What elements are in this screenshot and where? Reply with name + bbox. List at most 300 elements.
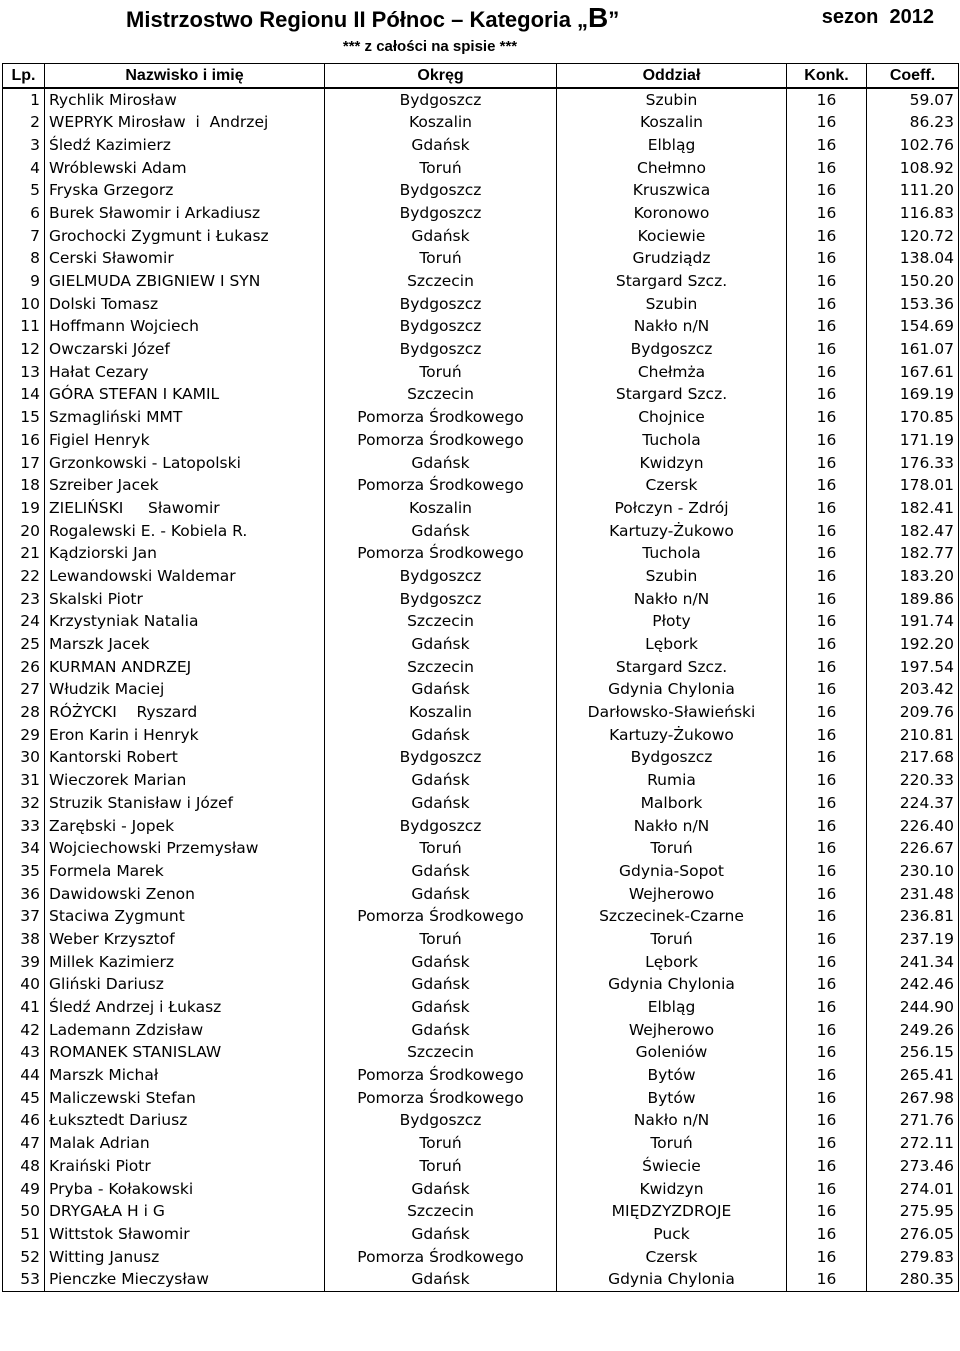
table-row xyxy=(3,88,959,112)
cell-oddzial: Kwidzyn xyxy=(557,452,787,475)
cell-name: Rogalewski E. - Kobiela R. xyxy=(45,520,325,543)
cell-oddzial: Toruń xyxy=(557,1132,787,1155)
cell-konk: 16 xyxy=(787,1200,867,1223)
cell-konk: 16 xyxy=(787,837,867,860)
cell-coeff: 231.48 xyxy=(867,883,959,906)
results-table xyxy=(2,63,959,1292)
cell-coeff: 237.19 xyxy=(867,928,959,951)
cell-lp: 49 xyxy=(3,1178,45,1201)
table-row xyxy=(3,429,959,452)
cell-konk: 16 xyxy=(787,860,867,883)
cell-lp: 3 xyxy=(3,134,45,157)
cell-lp: 23 xyxy=(3,588,45,611)
cell-lp: 31 xyxy=(3,769,45,792)
table-row xyxy=(3,384,959,407)
cell-oddzial: Czersk xyxy=(557,474,787,497)
cell-lp: 7 xyxy=(3,225,45,248)
cell-konk: 16 xyxy=(787,248,867,271)
cell-coeff: 249.26 xyxy=(867,1019,959,1042)
cell-oddzial: Darłowsko-Sławieński xyxy=(557,701,787,724)
cell-konk: 16 xyxy=(787,679,867,702)
cell-name: Marszk Michał xyxy=(45,1064,325,1087)
cell-konk: 16 xyxy=(787,497,867,520)
cell-oddzial: Kruszwica xyxy=(557,179,787,202)
table-row xyxy=(3,1019,959,1042)
cell-coeff: 153.36 xyxy=(867,293,959,316)
cell-lp: 10 xyxy=(3,293,45,316)
cell-coeff: 273.46 xyxy=(867,1155,959,1178)
cell-lp: 12 xyxy=(3,338,45,361)
cell-name: Hoffmann Wojciech xyxy=(45,316,325,339)
cell-lp: 46 xyxy=(3,1110,45,1133)
cell-lp: 26 xyxy=(3,656,45,679)
cell-coeff: 170.85 xyxy=(867,406,959,429)
cell-oddzial: Kartuzy-Żukowo xyxy=(557,520,787,543)
cell-name: Staciwa Zygmunt xyxy=(45,905,325,928)
cell-coeff: 274.01 xyxy=(867,1178,959,1201)
cell-okreg: Gdańsk xyxy=(325,134,557,157)
cell-oddzial: Wejherowo xyxy=(557,1019,787,1042)
cell-oddzial: Gdynia Chylonia xyxy=(557,974,787,997)
column-header-lp: Lp. xyxy=(3,64,45,88)
cell-okreg: Toruń xyxy=(325,837,557,860)
cell-oddzial: Połczyn - Zdrój xyxy=(557,497,787,520)
cell-lp: 18 xyxy=(3,474,45,497)
cell-oddzial: Nakło n/N xyxy=(557,316,787,339)
table-row xyxy=(3,928,959,951)
cell-okreg: Bydgoszcz xyxy=(325,293,557,316)
table-row xyxy=(3,248,959,271)
cell-lp: 24 xyxy=(3,611,45,634)
cell-name: Fryska Grzegorz xyxy=(45,179,325,202)
cell-oddzial: Stargard Szcz. xyxy=(557,270,787,293)
cell-name: Pienczke Mieczysław xyxy=(45,1268,325,1291)
cell-oddzial: Kociewie xyxy=(557,225,787,248)
cell-lp: 34 xyxy=(3,837,45,860)
cell-oddzial: Stargard Szcz. xyxy=(557,384,787,407)
cell-oddzial: Świecie xyxy=(557,1155,787,1178)
cell-oddzial: MIĘDZYZDROJE xyxy=(557,1200,787,1223)
cell-konk: 16 xyxy=(787,928,867,951)
cell-konk: 16 xyxy=(787,384,867,407)
cell-oddzial: Elbląg xyxy=(557,996,787,1019)
table-row xyxy=(3,951,959,974)
cell-oddzial: Szczecinek-Czarne xyxy=(557,905,787,928)
cell-name: Grochocki Zygmunt i Łukasz xyxy=(45,225,325,248)
cell-coeff: 224.37 xyxy=(867,792,959,815)
cell-coeff: 154.69 xyxy=(867,316,959,339)
table-row xyxy=(3,225,959,248)
cell-oddzial: Gdynia Chylonia xyxy=(557,1268,787,1291)
cell-name: Cerski Sławomir xyxy=(45,248,325,271)
cell-name: Szreiber Jacek xyxy=(45,474,325,497)
cell-okreg: Pomorza Środkowego xyxy=(325,1087,557,1110)
cell-konk: 16 xyxy=(787,1132,867,1155)
cell-konk: 16 xyxy=(787,792,867,815)
cell-coeff: 209.76 xyxy=(867,701,959,724)
cell-oddzial: Elbląg xyxy=(557,134,787,157)
cell-lp: 4 xyxy=(3,157,45,180)
cell-lp: 13 xyxy=(3,361,45,384)
cell-konk: 16 xyxy=(787,1042,867,1065)
table-row xyxy=(3,565,959,588)
cell-lp: 47 xyxy=(3,1132,45,1155)
cell-oddzial: Nakło n/N xyxy=(557,815,787,838)
table-row xyxy=(3,452,959,475)
cell-lp: 52 xyxy=(3,1246,45,1269)
column-header-name: Nazwisko i imię xyxy=(45,64,325,88)
cell-coeff: 189.86 xyxy=(867,588,959,611)
cell-lp: 5 xyxy=(3,179,45,202)
cell-konk: 16 xyxy=(787,905,867,928)
cell-lp: 30 xyxy=(3,747,45,770)
cell-lp: 29 xyxy=(3,724,45,747)
cell-oddzial: Nakło n/N xyxy=(557,1110,787,1133)
cell-lp: 32 xyxy=(3,792,45,815)
cell-lp: 19 xyxy=(3,497,45,520)
cell-name: Dawidowski Zenon xyxy=(45,883,325,906)
cell-konk: 16 xyxy=(787,270,867,293)
cell-coeff: 265.41 xyxy=(867,1064,959,1087)
table-row xyxy=(3,202,959,225)
cell-okreg: Gdańsk xyxy=(325,679,557,702)
cell-coeff: 108.92 xyxy=(867,157,959,180)
cell-name: Pryba - Kołakowski xyxy=(45,1178,325,1201)
cell-oddzial: Gdynia-Sopot xyxy=(557,860,787,883)
table-row xyxy=(3,111,959,134)
cell-okreg: Gdańsk xyxy=(325,452,557,475)
cell-okreg: Bydgoszcz xyxy=(325,202,557,225)
cell-name: Kądziorski Jan xyxy=(45,542,325,565)
cell-coeff: 120.72 xyxy=(867,225,959,248)
table-row xyxy=(3,1110,959,1133)
cell-lp: 9 xyxy=(3,270,45,293)
cell-name: Burek Sławomir i Arkadiusz xyxy=(45,202,325,225)
table-row xyxy=(3,860,959,883)
cell-coeff: 182.77 xyxy=(867,542,959,565)
cell-okreg: Bydgoszcz xyxy=(325,815,557,838)
cell-coeff: 178.01 xyxy=(867,474,959,497)
cell-konk: 16 xyxy=(787,724,867,747)
cell-okreg: Gdańsk xyxy=(325,1019,557,1042)
cell-name: Eron Karin i Henryk xyxy=(45,724,325,747)
cell-konk: 16 xyxy=(787,1223,867,1246)
cell-okreg: Gdańsk xyxy=(325,883,557,906)
cell-oddzial: Chełmno xyxy=(557,157,787,180)
table-row xyxy=(3,588,959,611)
cell-oddzial: Toruń xyxy=(557,837,787,860)
cell-okreg: Szczecin xyxy=(325,611,557,634)
table-row xyxy=(3,1223,959,1246)
cell-konk: 16 xyxy=(787,111,867,134)
cell-lp: 1 xyxy=(3,88,45,112)
table-row xyxy=(3,905,959,928)
cell-coeff: 161.07 xyxy=(867,338,959,361)
cell-okreg: Gdańsk xyxy=(325,1178,557,1201)
cell-oddzial: Płoty xyxy=(557,611,787,634)
cell-coeff: 226.40 xyxy=(867,815,959,838)
cell-lp: 20 xyxy=(3,520,45,543)
cell-lp: 44 xyxy=(3,1064,45,1087)
column-header-oddzial: Oddział xyxy=(557,64,787,88)
table-row xyxy=(3,157,959,180)
cell-konk: 16 xyxy=(787,202,867,225)
cell-name: Wróblewski Adam xyxy=(45,157,325,180)
cell-konk: 16 xyxy=(787,1178,867,1201)
cell-okreg: Gdańsk xyxy=(325,974,557,997)
cell-okreg: Bydgoszcz xyxy=(325,588,557,611)
cell-konk: 16 xyxy=(787,520,867,543)
cell-name: Wojciechowski Przemysław xyxy=(45,837,325,860)
cell-lp: 36 xyxy=(3,883,45,906)
cell-name: Malak Adrian xyxy=(45,1132,325,1155)
cell-name: Struzik Stanisław i Józef xyxy=(45,792,325,815)
title-close-quote: ” xyxy=(608,7,620,32)
table-row xyxy=(3,134,959,157)
cell-okreg: Gdańsk xyxy=(325,769,557,792)
table-row xyxy=(3,361,959,384)
cell-oddzial: Koszalin xyxy=(557,111,787,134)
cell-okreg: Bydgoszcz xyxy=(325,747,557,770)
table-row xyxy=(3,1200,959,1223)
cell-konk: 16 xyxy=(787,316,867,339)
cell-lp: 48 xyxy=(3,1155,45,1178)
cell-oddzial: Czersk xyxy=(557,1246,787,1269)
title-text: Mistrzostwo Regionu II Północ – Kategoria „ xyxy=(126,7,589,32)
cell-lp: 40 xyxy=(3,974,45,997)
cell-lp: 27 xyxy=(3,679,45,702)
table-row xyxy=(3,792,959,815)
cell-konk: 16 xyxy=(787,611,867,634)
cell-coeff: 230.10 xyxy=(867,860,959,883)
cell-lp: 50 xyxy=(3,1200,45,1223)
table-row xyxy=(3,611,959,634)
cell-coeff: 138.04 xyxy=(867,248,959,271)
cell-coeff: 86.23 xyxy=(867,111,959,134)
cell-coeff: 280.35 xyxy=(867,1268,959,1291)
cell-coeff: 171.19 xyxy=(867,429,959,452)
cell-name: Łuksztedt Dariusz xyxy=(45,1110,325,1133)
cell-name: Millek Kazimierz xyxy=(45,951,325,974)
cell-coeff: 192.20 xyxy=(867,633,959,656)
cell-name: GIELMUDA ZBIGNIEW I SYN xyxy=(45,270,325,293)
cell-lp: 21 xyxy=(3,542,45,565)
cell-name: Śledź Andrzej i Łukasz xyxy=(45,996,325,1019)
cell-okreg: Toruń xyxy=(325,1155,557,1178)
table-row xyxy=(3,1268,959,1291)
table-row xyxy=(3,1246,959,1269)
cell-name: Włudzik Maciej xyxy=(45,679,325,702)
cell-konk: 16 xyxy=(787,996,867,1019)
table-row xyxy=(3,1064,959,1087)
cell-konk: 16 xyxy=(787,361,867,384)
cell-oddzial: Stargard Szcz. xyxy=(557,656,787,679)
cell-lp: 16 xyxy=(3,429,45,452)
cell-okreg: Koszalin xyxy=(325,701,557,724)
cell-oddzial: Bytów xyxy=(557,1087,787,1110)
cell-konk: 16 xyxy=(787,588,867,611)
cell-okreg: Gdańsk xyxy=(325,225,557,248)
table-row xyxy=(3,837,959,860)
cell-name: Kantorski Robert xyxy=(45,747,325,770)
cell-konk: 16 xyxy=(787,474,867,497)
cell-oddzial: Rumia xyxy=(557,769,787,792)
table-header-row xyxy=(3,64,959,88)
cell-okreg: Bydgoszcz xyxy=(325,88,557,112)
cell-name: Maliczewski Stefan xyxy=(45,1087,325,1110)
table-row xyxy=(3,974,959,997)
table-row xyxy=(3,1042,959,1065)
cell-lp: 22 xyxy=(3,565,45,588)
category-letter: B xyxy=(588,2,609,33)
cell-name: Szmagliński MMT xyxy=(45,406,325,429)
cell-okreg: Szczecin xyxy=(325,270,557,293)
cell-lp: 11 xyxy=(3,316,45,339)
cell-konk: 16 xyxy=(787,633,867,656)
cell-name: Kraiński Piotr xyxy=(45,1155,325,1178)
cell-konk: 16 xyxy=(787,88,867,112)
table-row xyxy=(3,474,959,497)
cell-name: GÓRA STEFAN I KAMIL xyxy=(45,384,325,407)
cell-konk: 16 xyxy=(787,1155,867,1178)
cell-konk: 16 xyxy=(787,1268,867,1291)
cell-konk: 16 xyxy=(787,769,867,792)
cell-okreg: Bydgoszcz xyxy=(325,338,557,361)
column-header-okreg: Okręg xyxy=(325,64,557,88)
cell-okreg: Szczecin xyxy=(325,384,557,407)
cell-oddzial: Bytów xyxy=(557,1064,787,1087)
cell-oddzial: Grudziądz xyxy=(557,248,787,271)
table-row xyxy=(3,542,959,565)
table-row xyxy=(3,338,959,361)
cell-okreg: Szczecin xyxy=(325,1042,557,1065)
cell-oddzial: Lębork xyxy=(557,633,787,656)
table-row xyxy=(3,270,959,293)
cell-coeff: 275.95 xyxy=(867,1200,959,1223)
cell-okreg: Pomorza Środkowego xyxy=(325,1246,557,1269)
cell-konk: 16 xyxy=(787,452,867,475)
cell-name: Gliński Dariusz xyxy=(45,974,325,997)
document-title xyxy=(126,2,619,34)
cell-oddzial: Koronowo xyxy=(557,202,787,225)
cell-konk: 16 xyxy=(787,134,867,157)
cell-okreg: Gdańsk xyxy=(325,792,557,815)
table-row xyxy=(3,179,959,202)
cell-konk: 16 xyxy=(787,293,867,316)
cell-okreg: Gdańsk xyxy=(325,996,557,1019)
cell-lp: 37 xyxy=(3,905,45,928)
cell-okreg: Toruń xyxy=(325,157,557,180)
cell-coeff: 182.47 xyxy=(867,520,959,543)
cell-konk: 16 xyxy=(787,974,867,997)
cell-lp: 38 xyxy=(3,928,45,951)
table-row xyxy=(3,1178,959,1201)
cell-name: Figiel Henryk xyxy=(45,429,325,452)
cell-coeff: 279.83 xyxy=(867,1246,959,1269)
cell-oddzial: Tuchola xyxy=(557,542,787,565)
cell-name: KURMAN ANDRZEJ xyxy=(45,656,325,679)
column-header-coeff: Coeff. xyxy=(867,64,959,88)
cell-name: Formela Marek xyxy=(45,860,325,883)
cell-oddzial: Chojnice xyxy=(557,406,787,429)
table-row xyxy=(3,497,959,520)
cell-lp: 45 xyxy=(3,1087,45,1110)
cell-oddzial: Toruń xyxy=(557,928,787,951)
cell-konk: 16 xyxy=(787,338,867,361)
table-row xyxy=(3,520,959,543)
cell-oddzial: Kartuzy-Żukowo xyxy=(557,724,787,747)
cell-oddzial: Wejherowo xyxy=(557,883,787,906)
cell-konk: 16 xyxy=(787,1246,867,1269)
cell-konk: 16 xyxy=(787,1110,867,1133)
cell-okreg: Pomorza Środkowego xyxy=(325,474,557,497)
cell-okreg: Gdańsk xyxy=(325,860,557,883)
cell-okreg: Gdańsk xyxy=(325,951,557,974)
season-label: sezon 2012 xyxy=(821,6,934,28)
cell-oddzial: Lębork xyxy=(557,951,787,974)
cell-coeff: 59.07 xyxy=(867,88,959,112)
cell-okreg: Toruń xyxy=(325,1132,557,1155)
cell-okreg: Bydgoszcz xyxy=(325,316,557,339)
cell-konk: 16 xyxy=(787,179,867,202)
cell-konk: 16 xyxy=(787,1019,867,1042)
cell-coeff: 267.98 xyxy=(867,1087,959,1110)
cell-konk: 16 xyxy=(787,429,867,452)
cell-lp: 17 xyxy=(3,452,45,475)
cell-konk: 16 xyxy=(787,883,867,906)
table-row xyxy=(3,1132,959,1155)
cell-okreg: Szczecin xyxy=(325,656,557,679)
table-row xyxy=(3,1087,959,1110)
cell-oddzial: Goleniów xyxy=(557,1042,787,1065)
cell-lp: 43 xyxy=(3,1042,45,1065)
cell-name: Lademann Zdzisław xyxy=(45,1019,325,1042)
cell-oddzial: Szubin xyxy=(557,88,787,112)
cell-lp: 33 xyxy=(3,815,45,838)
cell-name: Grzonkowski - Latopolski xyxy=(45,452,325,475)
table-row xyxy=(3,996,959,1019)
cell-coeff: 256.15 xyxy=(867,1042,959,1065)
cell-lp: 35 xyxy=(3,860,45,883)
cell-name: ROMANEK STANISLAW xyxy=(45,1042,325,1065)
cell-coeff: 272.11 xyxy=(867,1132,959,1155)
cell-coeff: 167.61 xyxy=(867,361,959,384)
cell-okreg: Pomorza Środkowego xyxy=(325,1064,557,1087)
cell-okreg: Pomorza Środkowego xyxy=(325,542,557,565)
cell-okreg: Pomorza Środkowego xyxy=(325,905,557,928)
cell-oddzial: Szubin xyxy=(557,565,787,588)
cell-name: DRYGAŁA H i G xyxy=(45,1200,325,1223)
cell-coeff: 183.20 xyxy=(867,565,959,588)
cell-konk: 16 xyxy=(787,951,867,974)
cell-name: Śledź Kazimierz xyxy=(45,134,325,157)
cell-coeff: 236.81 xyxy=(867,905,959,928)
table-row xyxy=(3,316,959,339)
cell-coeff: 217.68 xyxy=(867,747,959,770)
cell-coeff: 102.76 xyxy=(867,134,959,157)
cell-coeff: 244.90 xyxy=(867,996,959,1019)
cell-name: WEPRYK Mirosław i Andrzej xyxy=(45,111,325,134)
cell-coeff: 203.42 xyxy=(867,679,959,702)
cell-okreg: Gdańsk xyxy=(325,633,557,656)
cell-okreg: Pomorza Środkowego xyxy=(325,429,557,452)
table-row xyxy=(3,1155,959,1178)
cell-coeff: 191.74 xyxy=(867,611,959,634)
cell-coeff: 182.41 xyxy=(867,497,959,520)
cell-name: Lewandowski Waldemar xyxy=(45,565,325,588)
cell-coeff: 116.83 xyxy=(867,202,959,225)
cell-oddzial: Chełmża xyxy=(557,361,787,384)
